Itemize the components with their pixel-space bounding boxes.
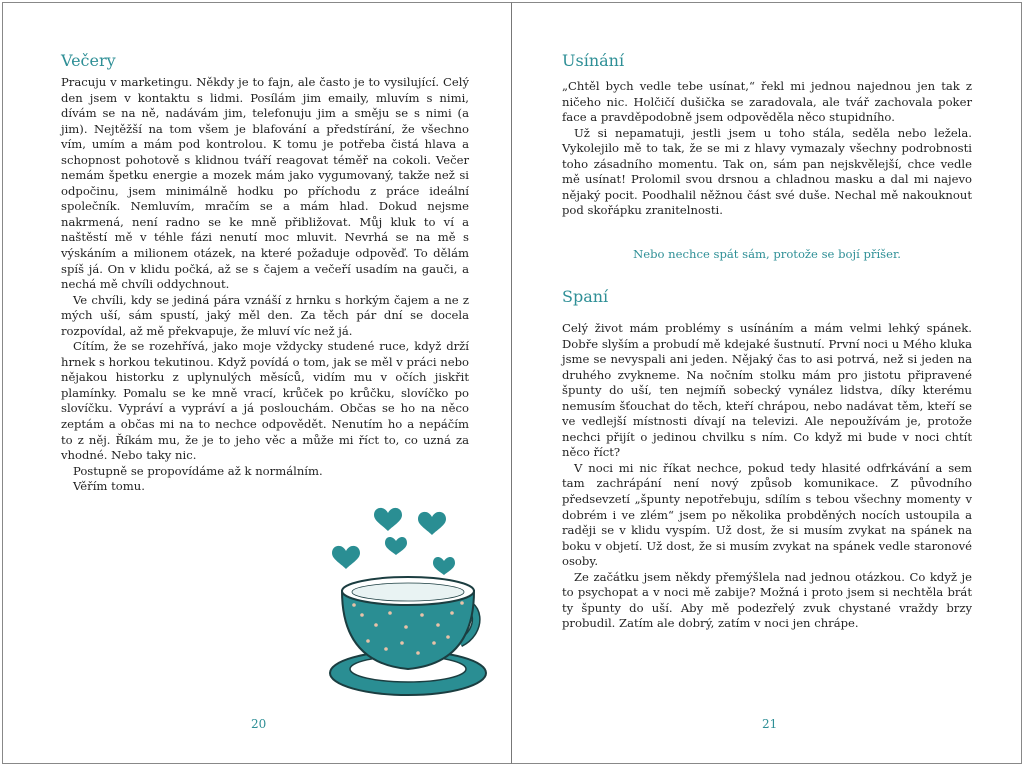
paragraph: Ve chvíli, kdy se jediná pára vznáší z hrnku s horkým čajem a ne z mých uší, sám spustí, jaký měl den. Za těch pár dní se docela rozpovídal, až mě překvapuje, že mluví víc než já. [61, 292, 469, 338]
chapter-heading-vecery: Večery [61, 51, 116, 70]
paragraph: Postupně se propovídáme až k normálním. [73, 463, 323, 478]
heart-icon [374, 508, 402, 531]
paragraph: Už si nepamatuji, jestli jsem u toho stála, seděla nebo ležela. Vykolejilo mě to tak, že se mi z hlavy vymazaly všechny podrobnosti toho zásadního momentu. Tak on, sám pan nejskvělejší, chce vedle mě usínat! Prolomil svou drsnou a chladnou masku a dal mi najevo nějaký pocit. Poodhalil něžnou část své duše. Nechal mě nakouknout pod skořápku zranitelnosti. [562, 125, 972, 218]
heart-icon [385, 537, 407, 555]
hearts-group [332, 508, 455, 575]
left-page [2, 2, 512, 764]
page-number: 21 [762, 717, 778, 731]
paragraph: Celý život mám problémy s usínáním a mám velmi lehký spánek. Dobře slyším a probudí mě kdejaké šustnutí. První noci u Mého kluka jsme se nevyspali ani jeden. Nějaký čas to asi potrvá, než si jeden na druhého zvykneme. Na nočním stolku mám pro jistotu připravené špunty do uší, ten nejmíň sobecký vynález lidstva, díky kterému nemusím šťouchat do těch, kteří chrápou, nebo nadávat těm, kteří se ve vedlejší místnosti dívají na televizi. Ale nepoužívám je, protože nechci přijít o jedinou chvilku s ním. Co když mi bude v noci chtít něco říct? [562, 321, 972, 460]
paragraph: Věřím tomu. [73, 479, 145, 494]
paragraph: V noci mi nic říkat nechce, pokud tedy hlasité odfrkávání a sem tam zachrápání není nový způsob komunikace. Z původního předsevzetí „špunty nepotřebuju, sdílím s tebou všechny momenty v dobrém i ve zlém“ jsem po několika probděných nocích ustoupila a raději se v klidu vyspím. Už dost, že si musím zvykat na spánek na boku v objetí. Už dost, že si musím zvykat na spánek vedle staronové osoby. [562, 460, 972, 569]
paragraph: Ze začátku jsem někdy přemýšlela nad jednou otázkou. Co když je to psychopat a v noci mě zabije? Možná i proto jsem si nechtěla brát ty špunty do uší. Aby mě podezřelý zvuk chystané vraždy brzy probudil. Zatím ale dobrý, zatím v noci jen chrápe. [562, 569, 972, 631]
chapter-heading-usinani: Usínání [562, 51, 625, 70]
chapter-heading-spani: Spaní [562, 287, 609, 306]
paragraph: Cítím, že se rozehřívá, jako moje vždycky studené ruce, když drží hrnek s horkou tekutinou. Když povídá o tom, jak se měl v práci nebo nějakou historku z uplynulých měsíců, vidím mu v očích jiskřit plamínky. Pomalu se ke mně vrací, krůček po krůčku, slovíčko po slovíčku. Vypráví a vypráví a já poslouchám. Občas se ho na něco zeptám a občas mi na to nechce odpovědět. Nenutím ho a nepáčím to z něj. Říkám mu, že je to jeho věc a může mi říct to, co uzná za vhodné. Nebo taky nic. [61, 339, 469, 463]
paragraph: Pracuju v marketingu. Někdy je to fajn, ale často je to vysilující. Celý den jsem v kontaktu s lidmi. Posílám jim emaily, mluvím s nimi, dívám se na ně, nadávám jim, telefonuju jim a směju se s nimi (a jim). Nejtěžší na tom všem je blafování a předstírání, že všechno vím, umím a mám pod kontrolou. K tomu je potřeba čistá hlava a schopnost pohotově s klidnou tváří reagovat téměř na cokoli. Večer nemám špetku energie a mozek mám jako vygumovaný, takže než si odpočinu, jsem minimálně hodku po příchodu z práce ideální společník. Nemluvím, mračím se a mám hlad. Dokud nejsme nakrmená, není radno se ke mně přibližovat. Můj kluk to ví a naštěstí mě v téhle fázi nenutí moc mluvit. Nevrhá se na mě s výskáním a milionem otázek, na které požaduje odpověď. To dělám spíš já. On v klidu počká, až se s čajem a večeří usadím na gauči, a nechá mě chvíli oddychnout. [61, 75, 469, 292]
teacup-illustration [328, 503, 498, 703]
right-page [512, 2, 1022, 764]
heart-icon [332, 546, 360, 569]
heart-icon [418, 512, 446, 535]
heart-icon [433, 557, 455, 575]
page-number: 20 [251, 717, 267, 731]
paragraph: „Chtěl bych vedle tebe usínat,“ řekl mi jednou najednou jen tak z ničeho nic. Holčičí dušička se zaradovala, ale tvář zachovala poker face a pravděpodobně jsem odpověděla něco stupidního. [562, 79, 972, 125]
right-page-text-bottom [562, 321, 972, 632]
left-page-text [61, 75, 469, 495]
right-page-text-top [562, 79, 972, 219]
pull-quote: Nebo nechce spát sám, protože se bojí příšer. [633, 247, 901, 261]
